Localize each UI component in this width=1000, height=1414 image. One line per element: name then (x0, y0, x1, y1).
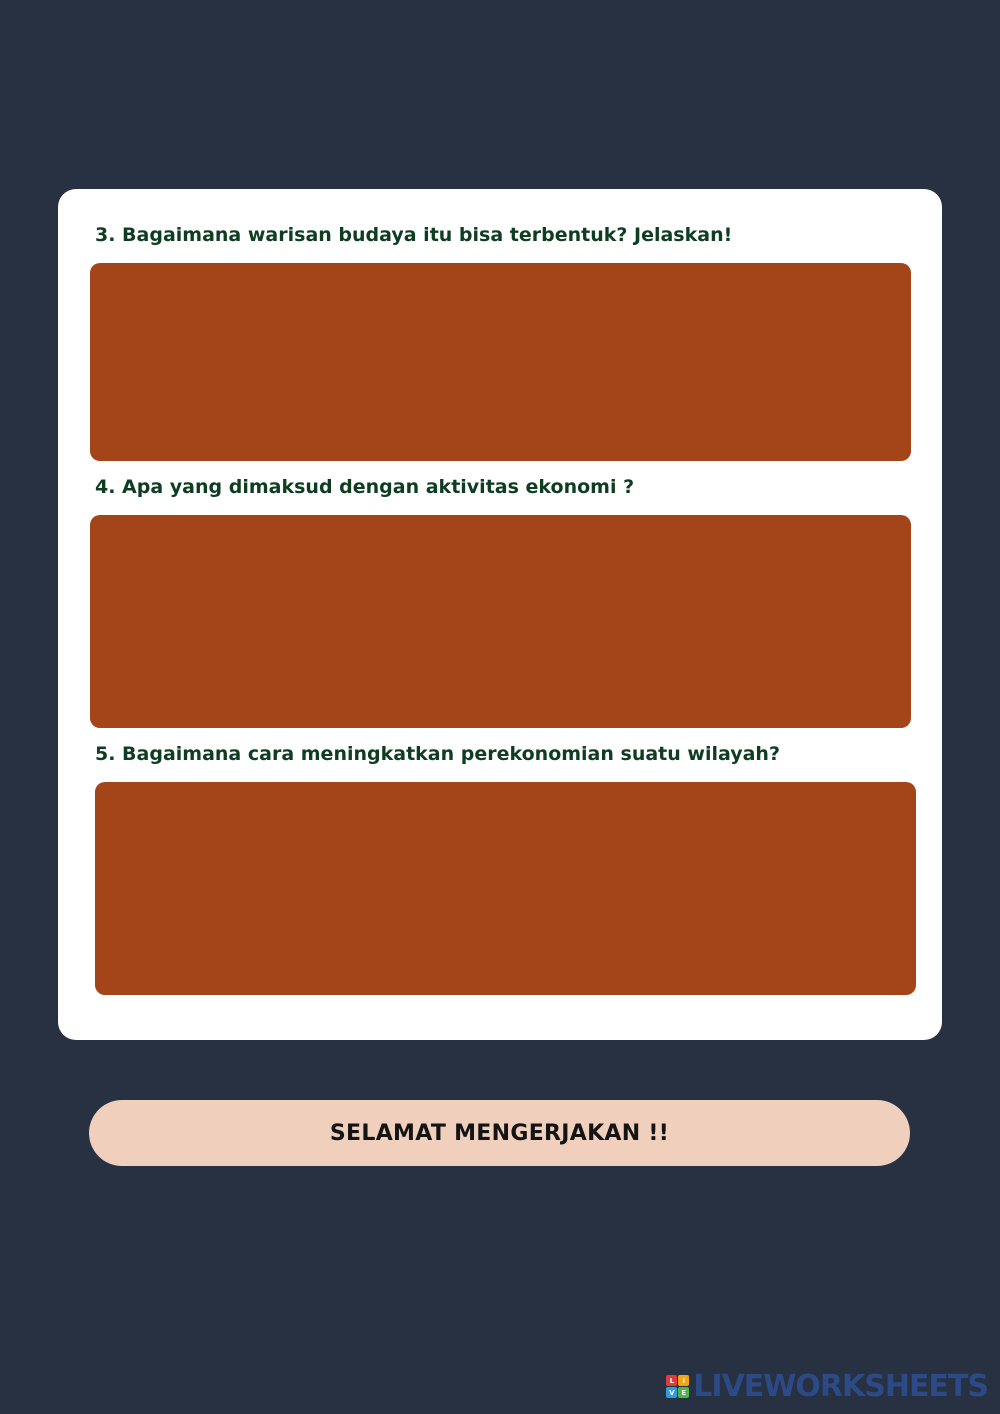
logo-tile-v: V (666, 1387, 677, 1398)
closing-banner (89, 1100, 910, 1166)
logo-tile-e: E (678, 1387, 689, 1398)
answer-3-box[interactable] (90, 263, 911, 461)
question-4-label: 4. Apa yang dimaksud dengan aktivitas ekonomi ? (95, 476, 635, 498)
answer-4-box[interactable] (90, 515, 911, 728)
answer-5-box[interactable] (95, 782, 916, 995)
liveworksheets-logo-icon (666, 1375, 689, 1398)
question-5-label: 5. Bagaimana cara meningkatkan perekonomian suatu wilayah? (95, 743, 780, 765)
question-3-label: 3. Bagaimana warisan budaya itu bisa terbentuk? Jelaskan! (95, 224, 733, 246)
worksheet-card (58, 189, 942, 1040)
closing-banner-text: SELAMAT MENGERJAKAN !! (329, 1120, 670, 1146)
logo-tile-l: L (666, 1375, 677, 1386)
logo-tile-i: I (678, 1375, 689, 1386)
brand-name: LIVEWORKSHEETS (693, 1369, 988, 1404)
liveworksheets-brand (666, 1369, 988, 1404)
